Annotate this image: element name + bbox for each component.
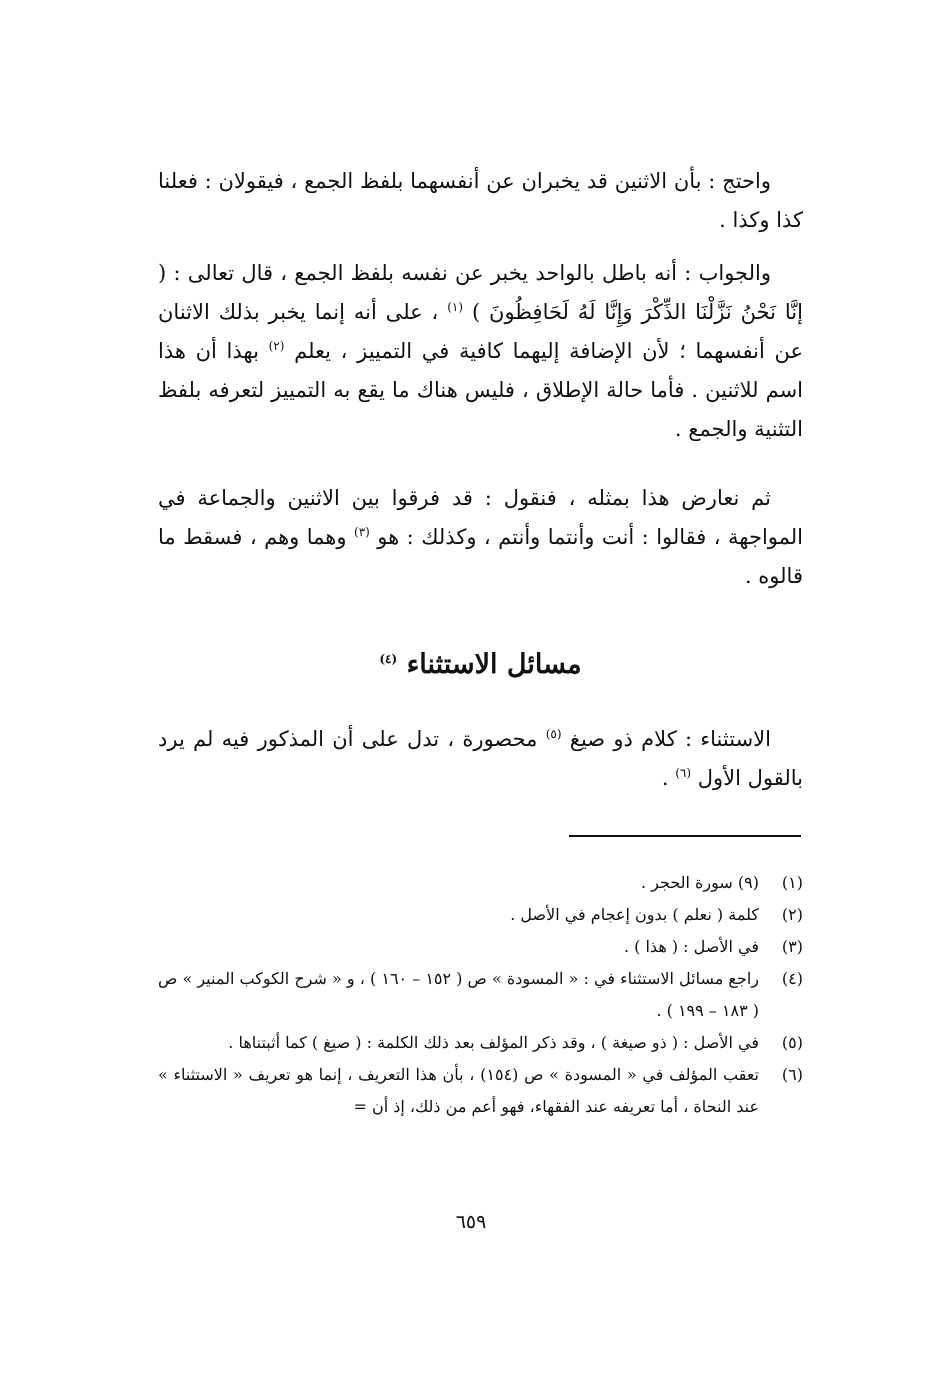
page-number: ٦٥٩ <box>455 1211 487 1233</box>
footnote-item <box>158 1059 803 1123</box>
section-heading <box>158 640 803 690</box>
footnote-item <box>158 899 803 931</box>
footnote-item <box>158 931 803 963</box>
footnote-text: في الأصل : ( ذو صيغة ) ، وقد ذكر المؤلف بعد ذلك الكلمة : ( صيغ ) كما أثبتناها . <box>228 1033 759 1052</box>
text-segment: وهما وهم ، فسقط ما قالوه . <box>158 525 803 588</box>
text-segment: ثم نعارض هذا بمثله ، فنقول : قد فرقوا بين الاثنين والجماعة في المواجهة ، فقالوا : أنت وأنتما وأنتم ، وكذلك : هو <box>158 486 803 549</box>
paragraph-counter <box>158 479 803 596</box>
footnote-item <box>158 963 803 1027</box>
text-segment: . <box>661 766 669 790</box>
footnote-text: في الأصل : ( هذا ) . <box>623 937 759 956</box>
footnote-divider <box>569 835 801 837</box>
paragraph-definition-text <box>158 720 803 798</box>
footnotes-section <box>158 867 803 1123</box>
footnote-number: (٤) <box>781 969 803 988</box>
footnote-number: (٦) <box>781 1065 803 1084</box>
text-segment: والجواب : أنه باطل بالواحد يخبر عن نفسه بلفظ الجمع ، قال تعالى : ( إنَّا نَحْنُ نَزَّلْنَا الذِّكْرَ وَإِنَّا لَهُ لَحَافِظُونَ ) <box>158 261 803 324</box>
paragraph-definition <box>158 720 803 798</box>
footnote-text: كلمة ( نعلم ) بدون إعجام في الأصل . <box>510 905 759 924</box>
text-segment: الاستثناء : كلام ذو صيغ <box>569 727 771 751</box>
footnote-ref-5[interactable]: (٥) <box>545 727 562 741</box>
footnote-ref-2[interactable]: (٢) <box>268 339 285 353</box>
paragraph-text: واحتج : بأن الاثنين قد يخبران عن أنفسهما بلفظ الجمع ، فيقولان : فعلنا كذا وكذا . <box>158 169 803 232</box>
footnote-item <box>158 867 803 899</box>
footnote-text: راجع مسائل الاستثناء في : « المسودة » ص ( ١٥٢ – ١٦٠ ) ، و « شرح الكوكب المنير » ص ( ١٨٣ – ١٩٩ ) . <box>158 969 760 1020</box>
paragraph-argument <box>158 162 803 240</box>
paragraph-answer-text <box>158 254 803 449</box>
footnote-number: (١) <box>781 873 803 892</box>
footnote-text: (٩) سورة الحجر . <box>640 873 759 892</box>
section-title: مسائل الاستثناء <box>406 649 582 680</box>
paragraph-counter-text <box>158 479 803 596</box>
footnote-ref-6[interactable]: (٦) <box>675 766 692 780</box>
footnote-text: تعقب المؤلف في « المسودة » ص (١٥٤) ، بأن هذا التعريف ، إنما هو تعريف « الاستثناء » عند النحاة ، أما تعريفه عند الفقهاء، فهو أعم من ذلك، إذ أن = <box>158 1065 759 1116</box>
text-segment: بهذا أن هذا اسم للاثنين . فأما حالة الإطلاق ، فليس هناك ما يقع به التمييز لتعرفه بلفظ التثنية والجمع . <box>158 339 803 441</box>
footnote-number: (٥) <box>781 1033 803 1052</box>
footnote-number: (٢) <box>781 905 803 924</box>
footnote-ref-4[interactable]: (٤) <box>379 652 398 666</box>
footnote-ref-3[interactable]: (٣) <box>354 525 370 539</box>
text-segment: ، على أنه إنما يخبر بذلك الاثنان عن أنفسهما ؛ لأن الإضافة إليهما كافية في التمييز ، يعلم <box>158 300 803 363</box>
text-segment: محصورة ، تدل على أن المذكور فيه لم يرد بالقول الأول <box>158 727 803 790</box>
footnote-number: (٣) <box>781 937 803 956</box>
paragraph-answer <box>158 254 803 449</box>
footnote-item <box>158 1027 803 1059</box>
footnote-ref-1[interactable]: (١) <box>447 300 464 314</box>
